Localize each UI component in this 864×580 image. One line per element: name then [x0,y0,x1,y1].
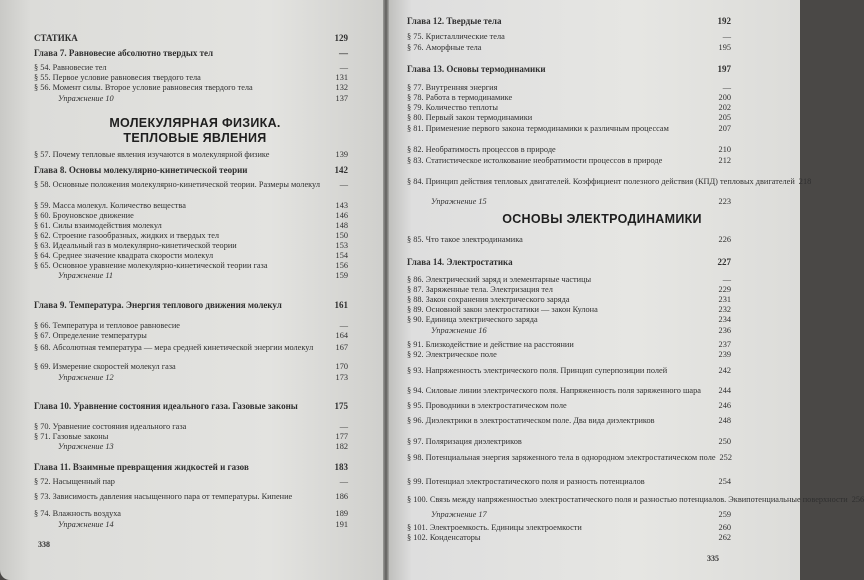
toc-entry [34,221,348,231]
toc-entry-title: § 57. Почему тепловые явления изучаются в молекулярной физике [34,150,270,159]
toc-entry-page: 218 [798,177,812,186]
toc-entry-page: — [722,32,731,41]
toc-exercise-entry [431,197,731,207]
toc-chapter-heading [407,64,731,74]
toc-entry-page: 159 [335,271,348,280]
toc-entry [407,235,731,245]
toc-entry [34,201,348,211]
toc-entry-title: § 61. Силы взаимодействия молекул [34,221,162,230]
toc-entry-title: § 88. Закон сохранения электрического заряда [407,295,570,304]
toc-entry-page: 139 [335,150,348,159]
toc-entry-page: — [339,422,348,431]
right-page [387,0,864,580]
toc-entry-title: Глава 11. Взаимные превращения жидкостей и газов [34,462,249,472]
toc-entry [407,386,731,396]
toc-entry-title: § 90. Единица электрического заряда [407,315,538,324]
toc-entry [407,32,731,42]
toc-entry-title: § 91. Близкодействие и действие на расстоянии [407,340,574,349]
toc-entry-page: 192 [717,16,731,26]
toc-chapter-heading [407,16,731,26]
toc-entry-page: 236 [718,326,731,335]
toc-entry-page: 189 [335,509,348,518]
toc-entry-page: 202 [718,103,731,112]
toc-entry-title: § 76. Аморфные тела [407,43,482,52]
toc-entry-title: § 60. Броуновское движение [34,211,134,220]
toc-entry-page: 142 [334,165,348,175]
toc-entry [34,150,348,160]
toc-chapter-heading [34,462,348,472]
toc-entry-page: 173 [335,373,348,382]
toc-entry-title: § 69. Измерение скоростей молекул газа [34,362,176,371]
toc-entry-page: 164 [335,331,348,340]
toc-chapter-heading [34,33,348,43]
toc-entry [34,362,348,372]
toc-entry [34,83,348,93]
toc-entry [407,315,731,325]
toc-entry-title: § 83. Статистическое истолкование необратимости процессов в природе [407,156,663,165]
toc-entry-page: — [339,180,348,189]
toc-entry [34,321,348,331]
toc-entry-page: 186 [335,492,348,501]
toc-entry-title: § 82. Необратимость процессов в природе [407,145,556,154]
toc-entry-page: 242 [718,366,731,375]
toc-entry-page: 132 [335,83,348,92]
toc-entry-title: § 101. Электроемкость. Единицы электроемкости [407,523,582,532]
toc-entry [34,73,348,83]
toc-entry-page: 212 [718,156,731,165]
toc-entry-page: 154 [335,251,348,260]
toc-entry-title: § 68. Абсолютная температура — мера средней кинетической энергии молекул [34,343,314,352]
toc-entry [34,211,348,221]
toc-entry-title: § 62. Строение газообразных, жидких и твердых тел [34,231,220,240]
toc-entry-page: 229 [718,285,731,294]
toc-entry-page: 150 [335,231,348,240]
toc-exercise-entry [58,94,348,104]
toc-entry [407,477,731,487]
toc-entry-page: 153 [335,241,348,250]
toc-entry [34,63,348,73]
toc-entry-page: 244 [718,386,731,395]
toc-entry-page: — [339,477,348,486]
toc-entry-title: § 64. Среднее значение квадрата скорости молекул [34,251,214,260]
toc-entry-page: 254 [718,477,731,486]
toc-entry-title: § 54. Равновесие тел [34,63,107,72]
toc-entry-title: § 100. Связь между напряженностью электростатического поля и разностью потенциалов. Эквипотенциальные поверхности [407,495,848,504]
toc-entry-page: 182 [335,442,348,451]
toc-entry [34,180,348,190]
toc-entry-title: § 71. Газовые законы [34,432,109,441]
toc-entry-page: 129 [334,33,348,43]
toc-entry-title: § 66. Температура и тепловое равновесие [34,321,180,330]
right-page-number: 335 [707,554,719,563]
toc-entry-page: — [339,63,348,72]
toc-entry-title: Упражнение 12 [58,373,114,382]
toc-entry [34,492,348,502]
toc-entry-title: § 70. Уравнение состояния идеального газа [34,422,187,431]
toc-entry [407,366,731,376]
toc-entry-title: § 98. Потенциальная энергия заряженного тела в однородном электростатическом поле [407,453,716,462]
toc-entry-page: 146 [335,211,348,220]
toc-entry-page: 248 [718,416,731,425]
toc-entry-page: 223 [718,197,731,206]
toc-entry-title: Глава 12. Твердые тела [407,16,502,26]
toc-entry-page: 231 [718,295,731,304]
toc-entry-page: 148 [335,221,348,230]
toc-entry-page: 262 [718,533,731,542]
toc-entry-page: 170 [335,362,348,371]
toc-entry-title: Глава 9. Температура. Энергия теплового движения молекул [34,300,282,310]
toc-entry [34,241,348,251]
toc-entry-title: § 80. Первый закон термодинамики [407,113,533,122]
toc-entry [407,103,731,113]
toc-entry-page: — [339,321,348,330]
toc-entry-page: 143 [335,201,348,210]
toc-entry-title: § 77. Внутренняя энергия [407,83,498,92]
toc-chapter-heading [34,48,348,58]
toc-entry [407,275,731,285]
toc-entry [407,305,731,315]
toc-entry [407,285,731,295]
toc-entry-page: 195 [718,43,731,52]
toc-entry-page: 226 [718,235,731,244]
toc-entry-page: 200 [718,93,731,102]
toc-entry-title: Упражнение 10 [58,94,114,103]
toc-entry [407,495,864,505]
toc-exercise-entry [58,520,348,530]
toc-entry-title: § 59. Масса молекул. Количество вещества [34,201,186,210]
toc-entry [407,124,731,134]
right-section-title: ОСНОВЫ ЭЛЕКТРОДИНАМИКИ [502,212,702,226]
toc-entry-title: § 73. Зависимость давления насыщенного пара от температуры. Кипение [34,492,293,501]
toc-entry-page: 197 [717,64,731,74]
toc-entry [34,343,348,353]
toc-entry [407,113,731,123]
toc-entry-title: Глава 7. Равновесие абсолютно твердых тел [34,48,214,58]
toc-entry-title: § 72. Насыщенный пар [34,477,115,486]
toc-entry-title: Глава 14. Электростатика [407,257,513,267]
toc-entry-page: 250 [718,437,731,446]
toc-entry-page: 256 [851,495,864,504]
toc-entry [407,145,731,155]
toc-chapter-heading [407,257,731,267]
toc-exercise-entry [58,442,348,452]
toc-entry-title: § 81. Применение первого закона термодинамики к различным процессам [407,124,669,133]
toc-entry [34,509,348,519]
toc-entry-page: 167 [335,343,348,352]
toc-entry-title: Упражнение 13 [58,442,114,451]
toc-entry-title: § 75. Кристаллические тела [407,32,505,41]
left-toc-entries [0,0,386,580]
toc-entry-title: § 79. Количество теплоты [407,103,498,112]
toc-entry-page: 259 [718,510,731,519]
toc-entry-title: § 74. Влажность воздуха [34,509,121,518]
toc-entry [407,93,731,103]
right-toc-entries [387,0,864,580]
book-spine [383,0,389,580]
toc-entry-title: § 93. Напряженность электрического поля. Принцип суперпозиции полей [407,366,668,375]
toc-entry [407,295,731,305]
toc-entry-page: 191 [335,520,348,529]
toc-entry-title: СТАТИКА [34,33,78,43]
toc-entry-page: 239 [718,350,731,359]
toc-entry [34,251,348,261]
toc-entry-title: Глава 8. Основы молекулярно-кинетической теории [34,165,248,175]
toc-entry-title: § 99. Потенциал электростатического поля и разность потенциалов [407,477,645,486]
toc-exercise-entry [58,271,348,281]
toc-entry-title: § 65. Основное уравнение молекулярно-кинетической теории газа [34,261,268,270]
toc-entry [407,523,731,533]
left-page [0,0,386,580]
toc-entry-page: 131 [335,73,348,82]
toc-entry-title: § 92. Электрическое поле [407,350,497,359]
toc-entry [34,261,348,271]
toc-exercise-entry [431,326,731,336]
toc-entry [407,177,812,187]
toc-entry-page: 175 [334,401,348,411]
toc-entry-page: — [722,275,731,284]
toc-entry-page: 161 [334,300,348,310]
toc-exercise-entry [431,510,731,520]
toc-entry [407,533,731,543]
toc-entry-page: 207 [718,124,731,133]
toc-entry-title: § 102. Конденсаторы [407,533,481,542]
toc-entry [34,422,348,432]
toc-entry-page: 234 [718,315,731,324]
toc-entry-title: § 78. Работа в термодинамике [407,93,513,102]
toc-entry-title: § 86. Электрический заряд и элементарные частицы [407,275,592,284]
toc-entry-title: § 96. Диэлектрики в электростатическом поле. Два вида диэлектриков [407,416,655,425]
toc-entry [407,437,731,447]
toc-entry [34,331,348,341]
toc-entry-page: 252 [719,453,732,462]
toc-entry-page: 260 [718,523,731,532]
toc-entry-page: — [339,48,348,58]
toc-entry [407,340,731,350]
toc-entry-page: 232 [718,305,731,314]
toc-entry-page: 183 [334,462,348,472]
toc-entry-title: § 58. Основные положения молекулярно-кинетической теории. Размеры молекул [34,180,320,189]
toc-entry-title: § 63. Идеальный газ в молекулярно-кинетической теории [34,241,237,250]
toc-entry [407,43,731,53]
toc-entry-title: § 94. Силовые линии электрического поля. Напряженность поля заряженного шара [407,386,701,395]
toc-entry-title: § 87. Заряженные тела. Электризация тел [407,285,553,294]
toc-entry-title: § 84. Принцип действия тепловых двигателей. Коэффициент полезного действия (КПД) тепловых двигателей [407,177,795,186]
toc-entry [34,477,348,487]
toc-entry [407,350,731,360]
toc-entry-page: 227 [717,257,731,267]
toc-entry-title: Упражнение 15 [431,197,487,206]
toc-chapter-heading [34,300,348,310]
toc-entry-title: § 56. Момент силы. Второе условие равновесия твердого тела [34,83,253,92]
toc-exercise-entry [58,373,348,383]
toc-entry-title: Упражнение 16 [431,326,487,335]
toc-entry-title: § 67. Определение температуры [34,331,147,340]
toc-entry-page: 177 [335,432,348,441]
toc-entry-page: 210 [718,145,731,154]
toc-entry-title: § 95. Проводники в электростатическом поле [407,401,567,410]
toc-entry-title: § 97. Поляризация диэлектриков [407,437,522,446]
toc-entry-page: 205 [718,113,731,122]
toc-entry [407,453,731,463]
toc-entry-title: Глава 13. Основы термодинамики [407,64,546,74]
toc-entry [407,83,731,93]
toc-entry-page: 137 [335,94,348,103]
toc-chapter-heading [34,401,348,411]
toc-entry-title: Упражнение 11 [58,271,114,280]
toc-entry-page: — [722,83,731,92]
toc-entry-page: 156 [335,261,348,270]
left-page-number: 338 [38,540,50,549]
toc-chapter-heading [34,165,348,175]
toc-entry-title: Упражнение 14 [58,520,114,529]
toc-entry-title: Упражнение 17 [431,510,487,519]
toc-entry-title: § 85. Что такое электродинамика [407,235,523,244]
toc-entry [407,156,731,166]
toc-entry-title: Глава 10. Уравнение состояния идеального газа. Газовые законы [34,401,298,411]
toc-entry-title: § 55. Первое условие равновесия твердого тела [34,73,201,82]
toc-entry [407,401,731,411]
left-section-title: МОЛЕКУЛЯРНАЯ ФИЗИКА. ТЕПЛОВЫЕ ЯВЛЕНИЯ [109,116,281,145]
toc-entry-page: 237 [718,340,731,349]
toc-entry-title: § 89. Основной закон электростатики — закон Кулона [407,305,598,314]
toc-entry-page: 246 [718,401,731,410]
toc-entry [34,432,348,442]
toc-entry [34,231,348,241]
toc-entry [407,416,731,426]
